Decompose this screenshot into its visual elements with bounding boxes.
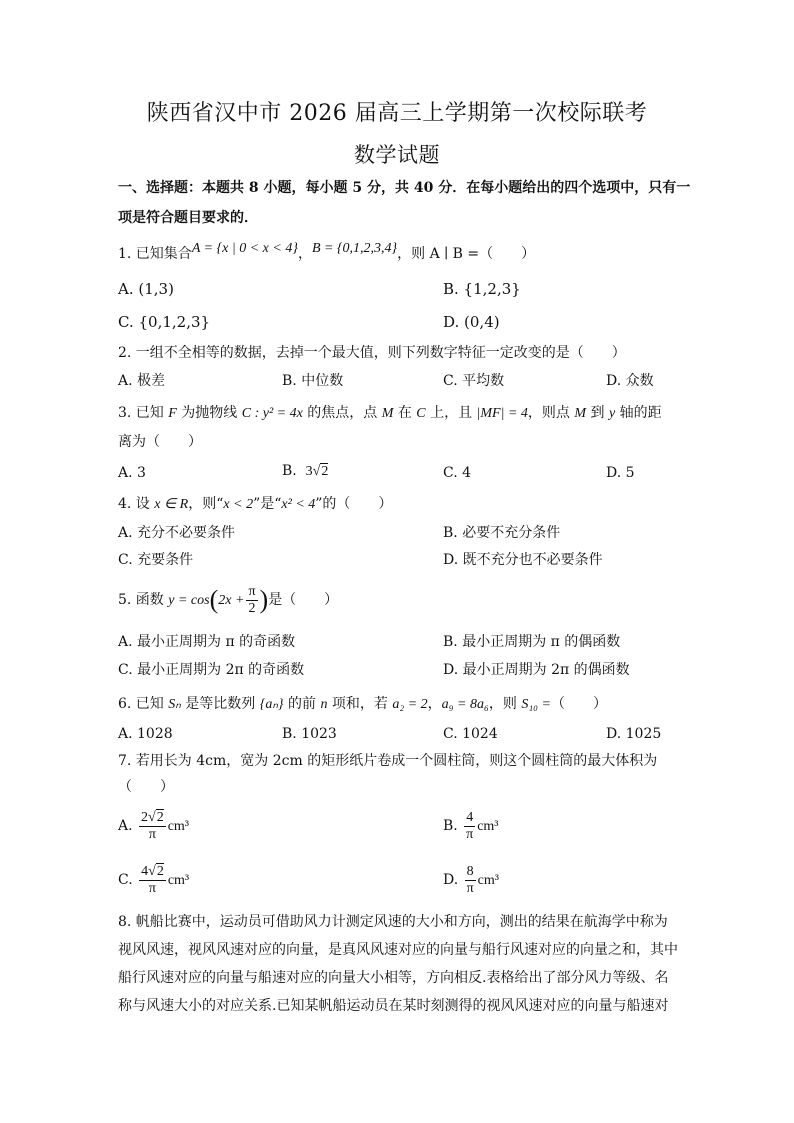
q4-x-in-r: x ∈ R (154, 497, 189, 512)
q7-option-d-fraction (465, 864, 476, 897)
q7-b-unit: cm³ (477, 819, 499, 834)
q5-option-d: D. 最小正周期为 2π 的偶函数 (443, 662, 630, 678)
section-heading-line1: 一、选择题：本题共 8 小题，每小题 5 分，共 40 分．在每小题给出的四个选项中，只有一 (118, 180, 691, 196)
q5-option-b: B. 最小正周期为 π 的偶函数 (443, 634, 621, 650)
q7-option-d-label: D. (443, 872, 459, 888)
q5-frac-num: π (248, 583, 256, 599)
q7-b-den: π (466, 826, 474, 842)
q7-c-unit: cm³ (167, 873, 190, 888)
q2-option-b: B. 中位数 (282, 373, 344, 389)
q7-c-radicand: 2 (156, 863, 164, 879)
question-2-stem: 2. 一组不全相等的数据，去掉一个最大值，则下列数字特征一定改变的是（ ） (118, 345, 626, 361)
q3-var-f: F (168, 406, 177, 421)
q4-condition-2: x² < 4 (281, 497, 316, 512)
q4-text-4: ”的（ ） (315, 496, 393, 512)
q6-sequence: {aₙ} (259, 697, 284, 712)
q4-option-d: D. 既不充分也不必要条件 (443, 552, 603, 568)
question-3-stem-line2: 离为（ ） (118, 434, 202, 450)
question-6-stem (118, 694, 678, 715)
q7-option-c (118, 862, 189, 899)
q7-option-d (443, 862, 499, 899)
q5-option-a: A. 最小正周期为 π 的奇函数 (118, 634, 296, 650)
q3-var-m2: M (574, 406, 587, 421)
q3-text-2: 为抛物线 (176, 405, 242, 421)
q5-text-1: 5. 函数 (118, 592, 169, 608)
q7-a-unit: cm³ (167, 819, 190, 834)
q7-option-a-label: A. (118, 818, 133, 834)
exam-title: 陕西省汉中市 2026 届高三上学期第一次校际联考 (146, 101, 648, 126)
q6-option-c: C. 1024 (443, 726, 498, 742)
q6-text-4: 项和，若 (327, 696, 393, 712)
question-4-stem (118, 494, 678, 515)
q7-option-b-label: B. (443, 818, 458, 834)
q6-a2: a₂ = 2 (392, 697, 428, 712)
question-8-line1: 8. 帆船比赛中，运动员可借助风力计测定风速的大小和方向，测出的结果在航海学中称为 (118, 914, 668, 930)
q6-sn: Sₙ (168, 697, 181, 712)
q3-text-5: 上，且 (425, 405, 477, 421)
q3-option-c: C. 4 (443, 465, 472, 481)
q6-option-b: B. 1023 (282, 726, 337, 742)
q3-text-1: 3. 已知 (118, 405, 169, 421)
q2-option-c: C. 平均数 (443, 373, 505, 389)
q1-set-a: A = {x | 0 < x < 4} (191, 241, 298, 256)
q7-a-radicand: 2 (156, 809, 164, 825)
q5-pi-over-2 (246, 584, 257, 617)
q7-option-a-fraction: $\frac{2√2}{\pi}$ (141, 809, 164, 842)
q6-text-5: ， (427, 696, 442, 712)
q7-b-num: 4 (466, 809, 474, 825)
q4-text-3: ”是“ (253, 496, 282, 512)
q6-option-d: D. 1025 (606, 726, 662, 742)
q6-option-a: A. 1028 (118, 726, 173, 742)
q3-parabola: C : y² = 4x (241, 406, 303, 421)
q1-option-c: C. {0,1,2,3} (118, 313, 211, 331)
q1-option-b: B. {1,2,3} (443, 280, 521, 298)
q3-mf: |MF| = 4 (476, 406, 528, 421)
question-3-stem-line1 (118, 403, 678, 424)
q3-text-3: 的焦点，点 (302, 405, 382, 421)
q3-option-d: D. 5 (606, 465, 635, 481)
q7-d-den: π (466, 880, 474, 896)
q7-d-unit: cm³ (477, 873, 499, 888)
q5-frac-den: 2 (248, 600, 256, 616)
q7-option-b-fraction (464, 810, 475, 843)
q6-text-7: （ ） (551, 696, 607, 712)
question-5-stem (118, 580, 678, 620)
q4-text-2: ，则“ (188, 496, 224, 512)
q3-option-b-label: B. (282, 463, 297, 479)
question-8-line4: 称与风速大小的对应关系.已知某帆船运动员在某时刻测得的视风风速对应的向量与船速对 (118, 998, 669, 1014)
q5-text-2: 是（ ） (268, 592, 339, 608)
q3-text-6: ，则点 (527, 405, 575, 421)
q5-left-paren: ( (209, 585, 219, 614)
question-7-stem-line2: （ ） (118, 779, 174, 795)
q7-option-c-label: C. (118, 872, 133, 888)
q3-var-y: y (608, 406, 616, 421)
q6-s10: S₁₀ = (521, 697, 551, 712)
q5-option-c: C. 最小正周期为 2π 的奇函数 (118, 662, 305, 678)
q3-option-a: A. 3 (118, 465, 146, 481)
q7-c-coef: 4 (141, 863, 149, 879)
q2-option-d: D. 众数 (606, 373, 654, 389)
exam-subtitle: 数学试题 (354, 143, 440, 167)
q6-text-6: ，则 (488, 696, 522, 712)
q3-var-c: C (416, 406, 426, 421)
q3-option-b: B. 3√2 (282, 463, 329, 479)
q6-text-2: 是等比数列 (180, 696, 260, 712)
q7-option-a (118, 808, 189, 845)
q4-option-b: B. 必要不充分条件 (443, 525, 561, 541)
q7-c-den: π (148, 880, 156, 896)
q2-option-a: A. 极差 (118, 373, 166, 389)
q6-text-1: 6. 已知 (118, 696, 169, 712)
q4-condition-1: x < 2 (223, 497, 254, 512)
q1-sep: ， (297, 246, 312, 262)
q4-text-1: 4. 设 (118, 496, 155, 512)
q1-option-a: A. (1,3) (118, 280, 174, 298)
question-1-stem (118, 241, 678, 265)
q6-text-3: 的前 (283, 696, 321, 712)
q1-tail: ，则 A ∣ B =（ ） (397, 246, 536, 262)
q1-number: 1. 已知集合 (118, 246, 192, 262)
q4-option-c: C. 充要条件 (118, 552, 194, 568)
q4-option-a: A. 充分不必要条件 (118, 525, 236, 541)
q3-var-m: M (381, 406, 394, 421)
q1-option-d: D. (0,4) (443, 313, 500, 331)
q1-set-b: B = {0,1,2,3,4} (311, 241, 398, 256)
q3-text-8: 轴的距 (615, 405, 662, 421)
q7-option-c-fraction: $\frac{4√2}{\pi}$ (141, 863, 164, 896)
q5-right-paren: ) (259, 585, 269, 614)
question-8-line2: 视风风速，视风风速对应的向量，是真风风速对应的向量与船行风速对应的向量之和，其中 (118, 942, 678, 958)
q7-a-coef: 2 (141, 809, 149, 825)
question-7-stem-line1: 7. 若用长为 4cm，宽为 2cm 的矩形纸片卷成一个圆柱筒，则这个圆柱筒的最大体积为 (118, 753, 658, 769)
q6-n: n (320, 697, 328, 712)
q3-option-b-radicand: 2 (321, 464, 329, 479)
q6-a9: a₉ = 8a₆ (441, 697, 489, 712)
section-heading-line2: 项是符合题目要求的． (118, 210, 258, 226)
question-8-line3: 船行风速对应的向量与船速对应的向量大小相等，方向相反.表格给出了部分风力等级、名 (118, 970, 669, 986)
q5-function: y = cos (168, 593, 210, 608)
q3-text-7: 到 (586, 405, 609, 421)
q7-option-b (443, 808, 499, 845)
q5-inner-expr: 2x + (218, 593, 245, 608)
q7-a-den: π (148, 826, 156, 842)
q3-option-b-coef: 3 (305, 464, 313, 479)
q3-text-4: 在 (393, 405, 417, 421)
q7-d-num: 8 (466, 863, 474, 879)
